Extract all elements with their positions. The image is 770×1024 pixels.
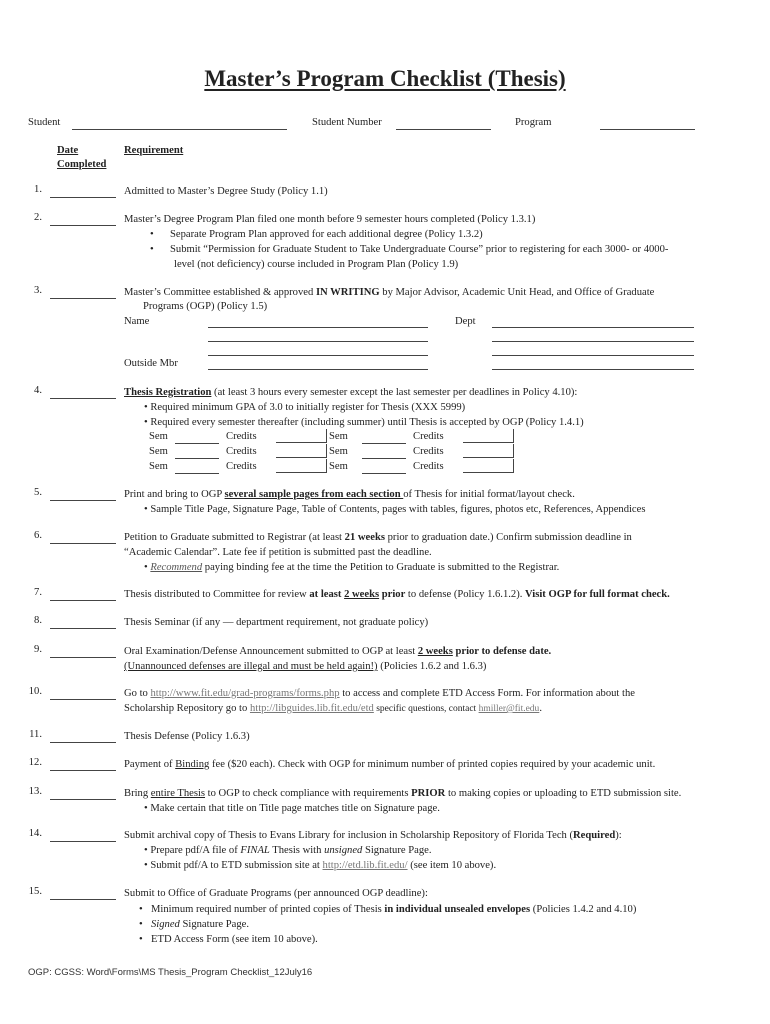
sem-label: Sem [329, 431, 348, 442]
item-text-6b: “Academic Calendar”. Late fee if petition is submitted past the deadline. [124, 547, 432, 558]
item-number: 6. [34, 530, 42, 541]
item-text-2: Master’s Degree Program Plan filed one month before 9 semester hours completed (Policy 1.3.1) [124, 214, 536, 225]
date-completed-field-4[interactable] [50, 398, 116, 399]
date-completed-field-1[interactable] [50, 197, 116, 198]
student-number-field[interactable] [396, 129, 491, 130]
date-completed-field-3[interactable] [50, 298, 116, 299]
sem-field[interactable] [175, 444, 219, 459]
item-number: 12. [28, 757, 42, 768]
item-2-bullet-1: Separate Program Plan approved for each additional degree (Policy 1.3.2) [170, 229, 483, 240]
sem-field[interactable] [175, 459, 219, 474]
date-completed-field-14[interactable] [50, 841, 116, 842]
date-completed-field-11[interactable] [50, 742, 116, 743]
committee-name-field-2[interactable] [208, 341, 428, 342]
committee-name-label: Name [124, 316, 150, 327]
item-text-1: Admitted to Master’s Degree Study (Policy 1.1) [124, 186, 328, 197]
bullet-dot: • [139, 919, 143, 930]
item-text-7: Thesis distributed to Committee for review at least 2 weeks prior to defense (Policy 1.6.1.2). Visit OGP for full format check. [124, 589, 670, 600]
etd-link[interactable]: http://etd.lib.fit.edu/ [322, 860, 408, 871]
date-completed-field-6[interactable] [50, 543, 116, 544]
item-5-bullet-1: • Sample Title Page, Signature Page, Table of Contents, pages with tables, figures, photos etc, References, Appendices [144, 504, 646, 515]
credits-field[interactable] [463, 429, 514, 443]
credits-label: Credits [226, 461, 257, 472]
requirement-column-header: Requirement [124, 145, 184, 156]
item-number: 1. [34, 184, 42, 195]
item-15-bullet-1: Minimum required number of printed copies of Thesis in individual unsealed envelopes (Policies 1.4.2 and 4.10) [151, 904, 637, 915]
item-number: 8. [34, 615, 42, 626]
credits-label: Credits [226, 431, 257, 442]
date-completed-field-13[interactable] [50, 799, 116, 800]
item-2-bullet-2b: level (not deficiency) course included in Program Plan (Policy 1.9) [174, 259, 459, 270]
sem-label: Sem [149, 446, 168, 457]
item-4-bullet-1: • Required minimum GPA of 3.0 to initially register for Thesis (XXX 5999) [144, 402, 466, 413]
item-text-13: Bring entire Thesis to OGP to check compliance with requirements PRIOR to making copies or uploading to ETD submission site. [124, 788, 682, 799]
email-link[interactable]: hmiller@fit.edu [478, 704, 540, 714]
date-completed-field-2[interactable] [50, 225, 116, 226]
libguides-link[interactable]: http://libguides.lib.fit.edu/etd [249, 703, 374, 714]
outside-member-name-field[interactable] [208, 369, 428, 370]
page-title: Master’s Program Checklist (Thesis) [204, 66, 566, 91]
item-text-9b: (Unannounced defenses are illegal and must be held again!) (Policies 1.6.2 and 1.6.3) [124, 661, 487, 672]
item-2-bullet-2a: Submit “Permission for Graduate Student to Take Undergraduate Course” prior to registering for each 3000- or 4000- [170, 244, 669, 255]
item-text-6: Petition to Graduate submitted to Registrar (at least 21 weeks prior to graduation date.) Confirm submission deadline in [124, 532, 632, 543]
item-text-15: Submit to Office of Graduate Programs (per announced OGP deadline): [124, 888, 428, 899]
date-completed-field-9[interactable] [50, 657, 116, 658]
item-number: 11. [29, 729, 42, 740]
item-6-bullet-1: • Recommend paying binding fee at the time the Petition to Graduate is submitted to the Registrar. [144, 562, 560, 573]
item-number: 10. [28, 686, 42, 697]
committee-dept-field-1[interactable] [492, 327, 694, 328]
date-completed-field-15[interactable] [50, 899, 116, 900]
sem-field[interactable] [362, 444, 406, 459]
committee-dept-field-2[interactable] [492, 341, 694, 342]
item-text-10b: Scholarship Repository go to http://libguides.lib.fit.edu/etd specific questions, contact hmiller@fit.edu. [124, 703, 542, 714]
item-number: 9. [34, 644, 42, 655]
item-14-bullet-1: • Prepare pdf/A file of FINAL Thesis with unsigned Signature Page. [144, 845, 432, 856]
credits-label: Credits [413, 446, 444, 457]
credits-field[interactable] [276, 444, 327, 458]
credits-label: Credits [413, 461, 444, 472]
committee-name-field-1[interactable] [208, 327, 428, 328]
sem-field[interactable] [362, 459, 406, 474]
item-number: 14. [28, 828, 42, 839]
bullet-dot: • [150, 229, 154, 240]
bullet-dot: • [139, 934, 143, 945]
sem-label: Sem [149, 431, 168, 442]
item-text-14: Submit archival copy of Thesis to Evans Library for inclusion in Scholarship Repository of Florida Tech (Required): [124, 830, 622, 841]
item-14-bullet-2: • Submit pdf/A to ETD submission site at http://etd.lib.fit.edu/ (see item 10 above). [144, 860, 497, 871]
date-completed-field-12[interactable] [50, 770, 116, 771]
item-text-12: Payment of Binding fee ($20 each). Check with OGP for minimum number of printed copies required by your academic unit. [124, 759, 656, 770]
sem-field[interactable] [362, 429, 406, 444]
item-text-11: Thesis Defense (Policy 1.6.3) [124, 731, 250, 742]
item-number: 5. [34, 487, 42, 498]
date-completed-field-8[interactable] [50, 628, 116, 629]
item-number: 13. [28, 786, 42, 797]
item-text-10: Go to http://www.fit.edu/grad-programs/forms.php to access and complete ETD Access Form. For information about the [124, 688, 635, 699]
credits-label: Credits [226, 446, 257, 457]
committee-dept-label: Dept [455, 316, 476, 327]
credits-field[interactable] [463, 459, 514, 473]
date-completed-field-7[interactable] [50, 600, 116, 601]
date-column-header: Date [57, 145, 79, 156]
committee-dept-field-3[interactable] [492, 355, 694, 356]
item-text-5: Print and bring to OGP several sample pages from each section of Thesis for initial format/layout check. [124, 489, 575, 500]
bullet-dot: • [150, 244, 154, 255]
credits-field[interactable] [463, 444, 514, 458]
footer-path: OGP: CGSS: Word\Forms\MS Thesis_Program Checklist_12July16 [28, 967, 313, 978]
item-15-bullet-2: Signed Signature Page. [151, 919, 249, 930]
credits-label: Credits [413, 431, 444, 442]
bullet-dot: • [139, 904, 143, 915]
outside-member-label: Outside Mbr [124, 358, 178, 369]
program-field[interactable] [600, 129, 695, 130]
item-number: 15. [28, 886, 42, 897]
outside-member-dept-field[interactable] [492, 369, 694, 370]
completed-column-header: Completed [57, 159, 107, 170]
item-text-4: Thesis Registration (at least 3 hours every semester except the last semester per deadlines in Policy 4.10): [124, 387, 578, 398]
date-completed-field-10[interactable] [50, 699, 116, 700]
student-field[interactable] [72, 129, 287, 130]
program-label: Program [515, 117, 552, 128]
item-number: 7. [34, 587, 42, 598]
item-number: 4. [34, 385, 42, 396]
sem-field[interactable] [175, 429, 219, 444]
item-text-9: Oral Examination/Defense Announcement submitted to OGP at least 2 weeks prior to defense date. [124, 646, 552, 657]
sem-label: Sem [329, 446, 348, 457]
item-text-8: Thesis Seminar (if any — department requirement, not graduate policy) [124, 617, 429, 628]
item-number: 2. [34, 212, 42, 223]
item-text-3b: Programs (OGP) (Policy 1.5) [143, 301, 268, 312]
credits-field[interactable] [276, 459, 327, 473]
student-label: Student [28, 117, 61, 128]
credits-field[interactable] [276, 429, 327, 443]
date-completed-field-5[interactable] [50, 500, 116, 501]
forms-link[interactable]: http://www.fit.edu/grad-programs/forms.php [150, 688, 340, 699]
committee-name-field-3[interactable] [208, 355, 428, 356]
item-4-bullet-2: • Required every semester thereafter (including summer) until Thesis is accepted by OGP (Policy 1.4.1) [144, 417, 584, 428]
item-text-3: Master’s Committee established & approved IN WRITING by Major Advisor, Academic Unit Head, and Office of Graduate [124, 287, 655, 298]
item-13-bullet-1: • Make certain that title on Title page matches title on Signature page. [144, 803, 440, 814]
sem-label: Sem [329, 461, 348, 472]
sem-label: Sem [149, 461, 168, 472]
item-number: 3. [34, 285, 42, 296]
item-15-bullet-3: ETD Access Form (see item 10 above). [151, 934, 318, 945]
student-number-label: Student Number [312, 117, 382, 128]
